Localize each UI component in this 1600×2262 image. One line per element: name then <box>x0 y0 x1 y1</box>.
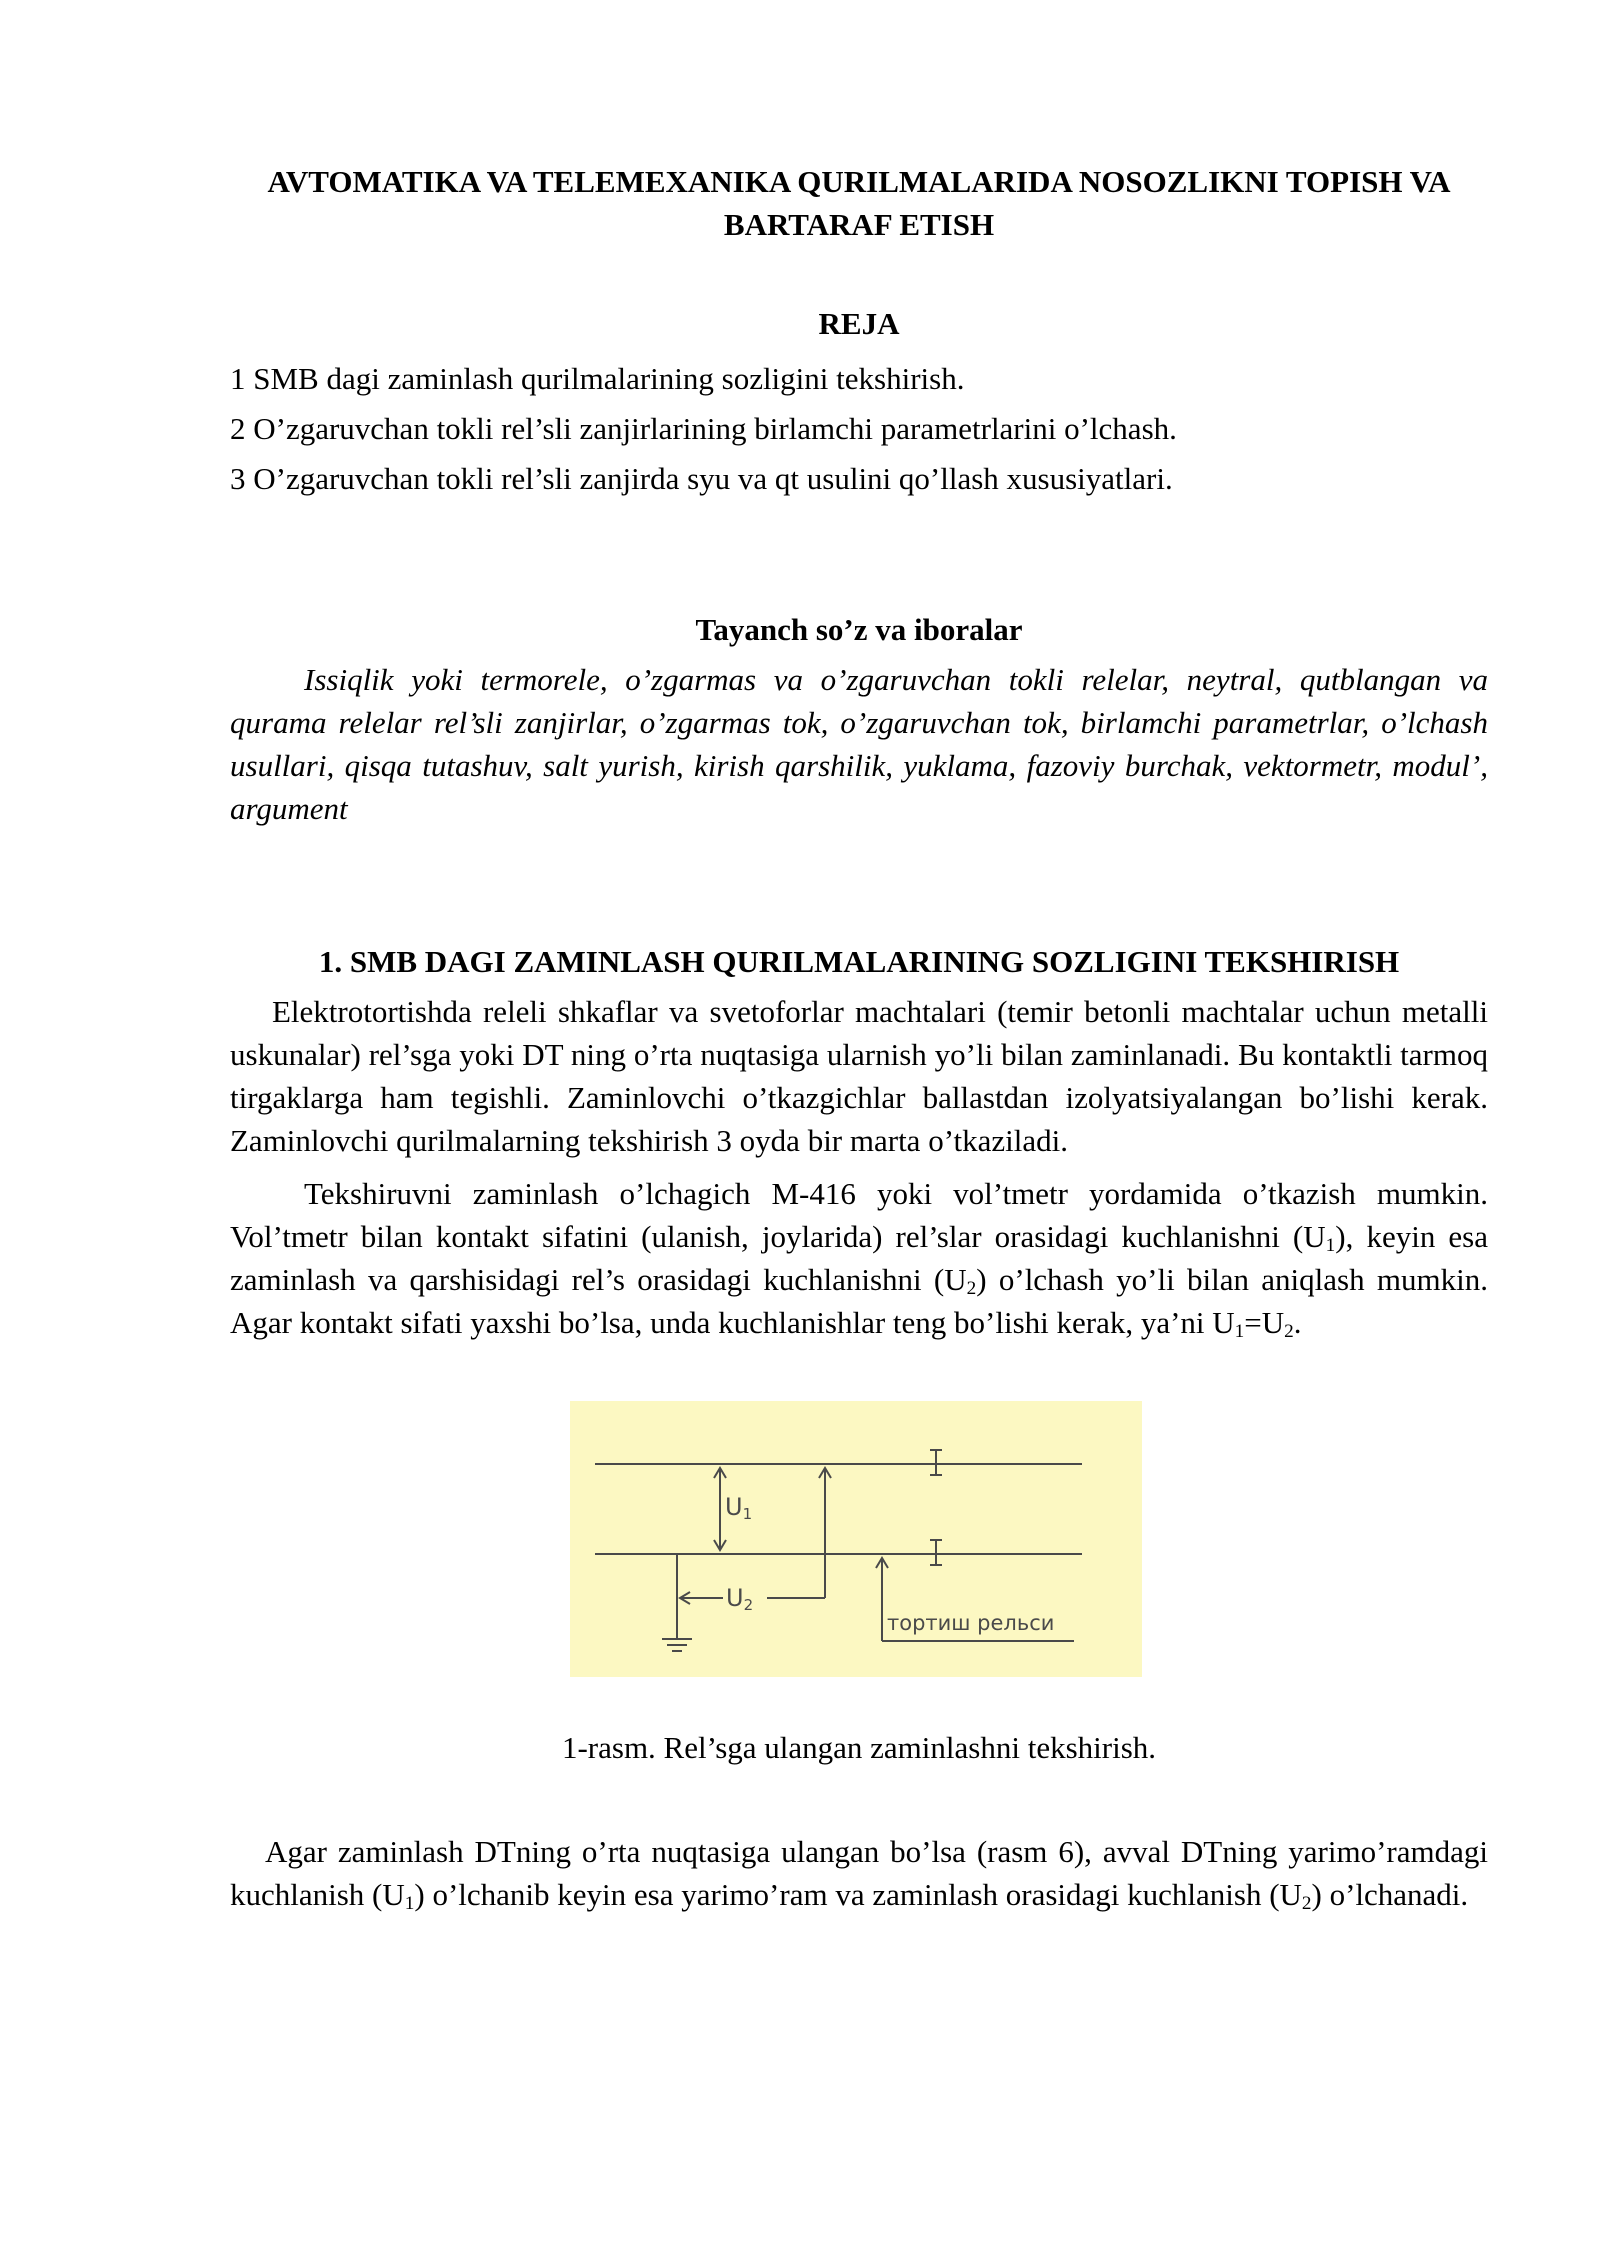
section-1-paragraph-3 <box>230 1830 1488 1916</box>
text-run: ) o’lchanadi. <box>1311 1877 1469 1912</box>
keywords-text: Issiqlik yoki termorele, o’zgarmas va o’zgaruvchan tokli relelar, neytral, qutblangan va qurama relelar rel’sli zanjirlar, o’zgarmas tok, o’zgaruvchan tok, birlamchi parametrlar, o’lchash usullari, qisqa tutashuv, salt yurish, kirish qarshilik, yuklama, fazoviy burchak, vektormetr, modul’, argument <box>230 662 1488 826</box>
subscript: 2 <box>1284 1321 1294 1343</box>
text-run: ), keyin esa zaminlash va qarshisidagi rel’s orasidagi kuchlanishni (U <box>230 1219 1489 1297</box>
traction-rail-label: тортиш рельси <box>887 1611 1055 1635</box>
figure-caption: 1-rasm. Rel’sga ulangan zaminlashni tekshirish. <box>561 1730 1157 1765</box>
section-1-heading: 1. SMB DAGI ZAMINLASH QURILMALARINING SOZLIGINI TEKSHIRISH <box>318 944 1400 979</box>
plan-heading: REJA <box>818 306 900 341</box>
subscript: 1 <box>1325 1235 1336 1257</box>
keywords-heading: Tayanch so’z va iboralar <box>695 612 1023 647</box>
text-run: Tekshiruvni zaminlash o’lchagich M-416 yoki vol’tmetr yordamida o’tkazish mumkin. Vol’tmetr bilan kontakt sifatini (ulanish, joylarida) rel’slar orasidagi kuchlanishni (U <box>230 1176 1488 1254</box>
subscript: 1 <box>404 1893 415 1915</box>
subscript: 1 <box>1234 1321 1245 1343</box>
section-1-paragraph-2 <box>230 1172 1488 1344</box>
section-1-paragraph-1: Elektrotortishda releli shkaflar va svetoforlar machtalari (temir betonli machtalar uchun metalli uskunalar) rel’sga yoki DT ning o’rta nuqtasiga ularnish yo’li bilan zaminlanadi. Bu kontaktli tarmoq tirgaklarga ham tegishli. Zaminlovchi o’tkazgichlar ballastdan izolyatsiyalangan bo’lishi kerak. Zaminlovchi qurilmalarning tekshirish 3 oyda bir marta o’tkaziladi. <box>230 994 1488 1158</box>
diagram-svg <box>570 1401 1142 1677</box>
plan-item-2: 2 O’zgaruvchan tokli rel’sli zanjirlarining birlamchi parametrlarini o’lchash. <box>230 411 1177 446</box>
subscript: 2 <box>1301 1893 1312 1915</box>
subscript: 2 <box>966 1278 977 1300</box>
plan-list <box>230 354 1488 504</box>
u2-label: U2 <box>726 1584 754 1614</box>
text-run: . <box>1293 1305 1302 1340</box>
u1-label: U1 <box>725 1493 753 1523</box>
text-run: ) o’lchash yo’li bilan aniqlash mumkin. Agar kontakt sifati yaxshi bo’lsa, unda kuchlanishlar teng bo’lishi kerak, ya’ni U <box>230 1262 1488 1340</box>
document-title-line-2: BARTARAF ETISH <box>723 207 995 242</box>
grounding-check-diagram <box>570 1401 1142 1677</box>
text-run: =U <box>1244 1305 1285 1340</box>
document-title <box>230 160 1488 246</box>
plan-item-3: 3 O’zgaruvchan tokli rel’sli zanjirda syu va qt usulini qo’llash xususiyatlari. <box>230 461 1173 496</box>
text-run: Agar zaminlash DTning o’rta nuqtasiga ulangan bo’lsa (rasm 6), avval DTning yarimo’ramdagi kuchlanish (U <box>230 1834 1488 1912</box>
document-title-line-1: AVTOMATIKA VA TELEMEXANIKA QURILMALARIDA NOSOZLIKNI TOPISH VA <box>267 164 1451 199</box>
text-run: ) o’lchanib keyin esa yarimo’ram va zaminlash orasidagi kuchlanish (U <box>414 1877 1302 1912</box>
plan-item-1: 1 SMB dagi zaminlash qurilmalarining sozligini tekshirish. <box>230 361 965 396</box>
